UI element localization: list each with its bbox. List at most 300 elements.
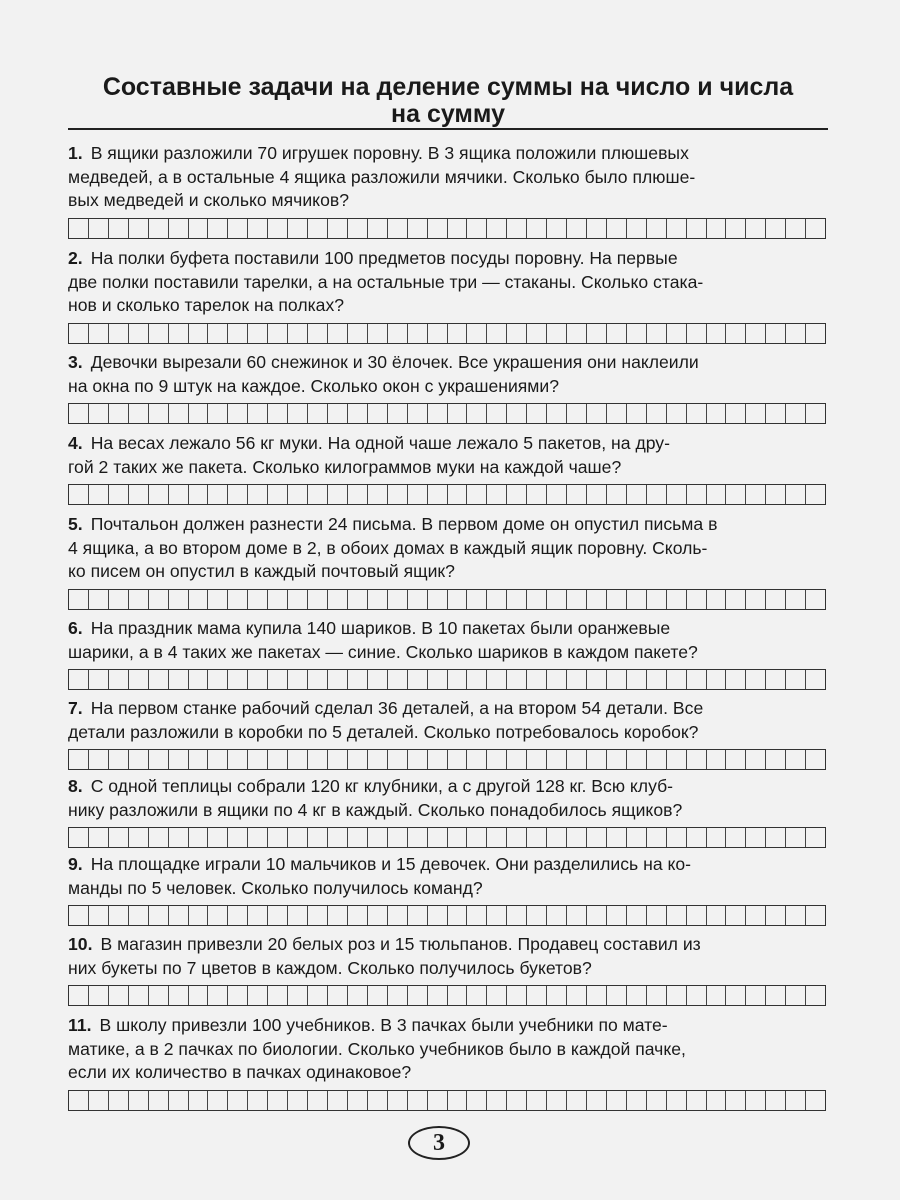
answer-cell[interactable]	[228, 485, 248, 504]
answer-cell[interactable]	[109, 906, 129, 925]
answer-cell[interactable]	[228, 324, 248, 343]
answer-cell[interactable]	[408, 1091, 428, 1110]
answer-cell[interactable]	[268, 404, 288, 423]
answer-cell[interactable]	[467, 219, 487, 238]
answer-cell[interactable]	[707, 404, 727, 423]
answer-cell[interactable]	[467, 670, 487, 689]
answer-cell[interactable]	[448, 906, 468, 925]
answer-cell[interactable]	[308, 906, 328, 925]
answer-cell[interactable]	[627, 1091, 647, 1110]
answer-cell[interactable]	[607, 986, 627, 1005]
answer-cell[interactable]	[627, 986, 647, 1005]
answer-cell[interactable]	[647, 906, 667, 925]
answer-cell[interactable]	[149, 906, 169, 925]
answer-cell[interactable]	[388, 404, 408, 423]
answer-cell[interactable]	[547, 906, 567, 925]
answer-cell[interactable]	[189, 670, 209, 689]
answer-cell[interactable]	[368, 590, 388, 609]
answer-cell[interactable]	[587, 670, 607, 689]
answer-cell[interactable]	[507, 485, 527, 504]
answer-cell[interactable]	[288, 986, 308, 1005]
answer-cell[interactable]	[448, 324, 468, 343]
answer-cell[interactable]	[467, 906, 487, 925]
answer-cell[interactable]	[647, 590, 667, 609]
answer-cell[interactable]	[388, 750, 408, 769]
answer-cell[interactable]	[547, 404, 567, 423]
answer-cell[interactable]	[726, 986, 746, 1005]
answer-cell[interactable]	[109, 590, 129, 609]
answer-cell[interactable]	[189, 828, 209, 847]
answer-cell[interactable]	[527, 1091, 547, 1110]
answer-cell[interactable]	[766, 1091, 786, 1110]
answer-cell[interactable]	[806, 219, 825, 238]
answer-cell[interactable]	[268, 590, 288, 609]
answer-cell[interactable]	[647, 1091, 667, 1110]
answer-cell[interactable]	[806, 404, 825, 423]
answer-cell[interactable]	[368, 986, 388, 1005]
answer-cell[interactable]	[507, 670, 527, 689]
answer-cell[interactable]	[806, 485, 825, 504]
answer-cell[interactable]	[368, 1091, 388, 1110]
answer-cell[interactable]	[288, 219, 308, 238]
answer-cell[interactable]	[129, 670, 149, 689]
answer-cell[interactable]	[408, 590, 428, 609]
answer-cell[interactable]	[687, 670, 707, 689]
answer-cell[interactable]	[786, 1091, 806, 1110]
answer-cell[interactable]	[89, 404, 109, 423]
answer-cell[interactable]	[667, 404, 687, 423]
answer-cell[interactable]	[766, 219, 786, 238]
answer-cell[interactable]	[109, 1091, 129, 1110]
answer-cell[interactable]	[627, 906, 647, 925]
answer-cell[interactable]	[448, 1091, 468, 1110]
answer-cell[interactable]	[627, 219, 647, 238]
answer-cell[interactable]	[189, 750, 209, 769]
answer-cell[interactable]	[248, 219, 268, 238]
answer-cell[interactable]	[567, 1091, 587, 1110]
answer-cell[interactable]	[647, 750, 667, 769]
answer-cell[interactable]	[726, 1091, 746, 1110]
answer-cell[interactable]	[268, 750, 288, 769]
answer-cell[interactable]	[208, 828, 228, 847]
answer-cell[interactable]	[467, 404, 487, 423]
answer-cell[interactable]	[587, 404, 607, 423]
answer-cell[interactable]	[507, 750, 527, 769]
answer-cell[interactable]	[288, 670, 308, 689]
answer-cell[interactable]	[707, 590, 727, 609]
answer-cell[interactable]	[408, 670, 428, 689]
answer-cell[interactable]	[507, 404, 527, 423]
answer-cell[interactable]	[169, 828, 189, 847]
answer-cell[interactable]	[408, 219, 428, 238]
answer-cell[interactable]	[348, 750, 368, 769]
answer-cell[interactable]	[726, 219, 746, 238]
answer-cell[interactable]	[448, 404, 468, 423]
answer-cell[interactable]	[527, 219, 547, 238]
answer-cell[interactable]	[667, 324, 687, 343]
answer-cell[interactable]	[687, 219, 707, 238]
answer-cell[interactable]	[647, 986, 667, 1005]
answer-cell[interactable]	[487, 828, 507, 847]
answer-cell[interactable]	[348, 219, 368, 238]
answer-cell[interactable]	[428, 906, 448, 925]
answer-cell[interactable]	[368, 404, 388, 423]
answer-grid[interactable]	[68, 669, 826, 690]
answer-grid[interactable]	[68, 749, 826, 770]
answer-cell[interactable]	[627, 750, 647, 769]
answer-cell[interactable]	[348, 670, 368, 689]
answer-cell[interactable]	[587, 986, 607, 1005]
answer-cell[interactable]	[507, 590, 527, 609]
answer-cell[interactable]	[746, 485, 766, 504]
answer-cell[interactable]	[109, 750, 129, 769]
answer-cell[interactable]	[208, 219, 228, 238]
answer-cell[interactable]	[687, 750, 707, 769]
answer-cell[interactable]	[746, 828, 766, 847]
answer-cell[interactable]	[707, 1091, 727, 1110]
answer-cell[interactable]	[89, 670, 109, 689]
answer-cell[interactable]	[89, 750, 109, 769]
answer-cell[interactable]	[687, 485, 707, 504]
answer-cell[interactable]	[687, 828, 707, 847]
answer-cell[interactable]	[567, 485, 587, 504]
answer-cell[interactable]	[388, 670, 408, 689]
answer-cell[interactable]	[687, 986, 707, 1005]
answer-cell[interactable]	[607, 324, 627, 343]
answer-cell[interactable]	[627, 485, 647, 504]
answer-cell[interactable]	[189, 1091, 209, 1110]
answer-cell[interactable]	[89, 590, 109, 609]
answer-cell[interactable]	[69, 590, 89, 609]
answer-cell[interactable]	[129, 750, 149, 769]
answer-cell[interactable]	[707, 750, 727, 769]
answer-cell[interactable]	[627, 828, 647, 847]
answer-cell[interactable]	[707, 986, 727, 1005]
answer-cell[interactable]	[208, 986, 228, 1005]
answer-cell[interactable]	[647, 485, 667, 504]
answer-cell[interactable]	[228, 750, 248, 769]
answer-cell[interactable]	[667, 590, 687, 609]
answer-cell[interactable]	[806, 590, 825, 609]
answer-cell[interactable]	[288, 324, 308, 343]
answer-cell[interactable]	[467, 590, 487, 609]
answer-cell[interactable]	[746, 219, 766, 238]
answer-cell[interactable]	[129, 485, 149, 504]
answer-cell[interactable]	[408, 404, 428, 423]
answer-cell[interactable]	[89, 485, 109, 504]
answer-cell[interactable]	[89, 1091, 109, 1110]
answer-cell[interactable]	[308, 324, 328, 343]
answer-cell[interactable]	[707, 670, 727, 689]
answer-cell[interactable]	[527, 324, 547, 343]
answer-cell[interactable]	[467, 750, 487, 769]
answer-cell[interactable]	[228, 986, 248, 1005]
answer-cell[interactable]	[667, 906, 687, 925]
answer-cell[interactable]	[308, 485, 328, 504]
answer-cell[interactable]	[149, 986, 169, 1005]
answer-cell[interactable]	[388, 828, 408, 847]
answer-cell[interactable]	[189, 986, 209, 1005]
answer-cell[interactable]	[69, 906, 89, 925]
answer-cell[interactable]	[448, 828, 468, 847]
answer-cell[interactable]	[268, 986, 288, 1005]
answer-cell[interactable]	[109, 670, 129, 689]
answer-cell[interactable]	[448, 670, 468, 689]
answer-cell[interactable]	[288, 828, 308, 847]
answer-cell[interactable]	[567, 828, 587, 847]
answer-cell[interactable]	[388, 1091, 408, 1110]
answer-cell[interactable]	[268, 485, 288, 504]
answer-cell[interactable]	[587, 219, 607, 238]
answer-cell[interactable]	[189, 219, 209, 238]
answer-cell[interactable]	[169, 1091, 189, 1110]
answer-cell[interactable]	[368, 906, 388, 925]
answer-cell[interactable]	[308, 1091, 328, 1110]
answer-cell[interactable]	[527, 590, 547, 609]
answer-cell[interactable]	[448, 986, 468, 1005]
answer-cell[interactable]	[348, 590, 368, 609]
answer-cell[interactable]	[448, 590, 468, 609]
answer-cell[interactable]	[248, 1091, 268, 1110]
answer-cell[interactable]	[707, 485, 727, 504]
answer-cell[interactable]	[527, 485, 547, 504]
answer-cell[interactable]	[248, 404, 268, 423]
answer-cell[interactable]	[467, 485, 487, 504]
answer-cell[interactable]	[228, 590, 248, 609]
answer-cell[interactable]	[388, 219, 408, 238]
answer-cell[interactable]	[368, 828, 388, 847]
answer-cell[interactable]	[428, 750, 448, 769]
answer-cell[interactable]	[746, 670, 766, 689]
answer-grid[interactable]	[68, 323, 826, 344]
answer-cell[interactable]	[607, 485, 627, 504]
answer-cell[interactable]	[149, 670, 169, 689]
answer-cell[interactable]	[746, 590, 766, 609]
answer-cell[interactable]	[189, 906, 209, 925]
answer-cell[interactable]	[647, 670, 667, 689]
answer-cell[interactable]	[547, 986, 567, 1005]
answer-cell[interactable]	[487, 485, 507, 504]
answer-cell[interactable]	[587, 1091, 607, 1110]
answer-cell[interactable]	[208, 1091, 228, 1110]
answer-cell[interactable]	[687, 906, 707, 925]
answer-cell[interactable]	[487, 670, 507, 689]
answer-cell[interactable]	[487, 750, 507, 769]
answer-cell[interactable]	[547, 750, 567, 769]
answer-cell[interactable]	[388, 324, 408, 343]
answer-cell[interactable]	[348, 828, 368, 847]
answer-cell[interactable]	[368, 670, 388, 689]
answer-cell[interactable]	[786, 219, 806, 238]
answer-cell[interactable]	[507, 906, 527, 925]
answer-cell[interactable]	[567, 986, 587, 1005]
answer-cell[interactable]	[687, 1091, 707, 1110]
answer-cell[interactable]	[428, 986, 448, 1005]
answer-cell[interactable]	[428, 670, 448, 689]
answer-cell[interactable]	[328, 986, 348, 1005]
answer-cell[interactable]	[507, 219, 527, 238]
answer-cell[interactable]	[69, 1091, 89, 1110]
answer-cell[interactable]	[109, 828, 129, 847]
answer-cell[interactable]	[149, 590, 169, 609]
answer-cell[interactable]	[786, 324, 806, 343]
answer-cell[interactable]	[587, 750, 607, 769]
answer-cell[interactable]	[308, 750, 328, 769]
answer-cell[interactable]	[547, 485, 567, 504]
answer-cell[interactable]	[248, 828, 268, 847]
answer-cell[interactable]	[746, 750, 766, 769]
answer-cell[interactable]	[368, 750, 388, 769]
answer-cell[interactable]	[208, 590, 228, 609]
answer-cell[interactable]	[169, 219, 189, 238]
answer-cell[interactable]	[786, 670, 806, 689]
answer-cell[interactable]	[667, 219, 687, 238]
answer-cell[interactable]	[607, 828, 627, 847]
answer-cell[interactable]	[487, 986, 507, 1005]
answer-cell[interactable]	[726, 828, 746, 847]
answer-cell[interactable]	[228, 906, 248, 925]
answer-cell[interactable]	[487, 590, 507, 609]
answer-cell[interactable]	[627, 324, 647, 343]
answer-cell[interactable]	[248, 485, 268, 504]
answer-cell[interactable]	[667, 986, 687, 1005]
answer-cell[interactable]	[368, 219, 388, 238]
answer-cell[interactable]	[607, 219, 627, 238]
answer-cell[interactable]	[348, 986, 368, 1005]
answer-cell[interactable]	[169, 485, 189, 504]
answer-cell[interactable]	[208, 485, 228, 504]
answer-cell[interactable]	[368, 324, 388, 343]
answer-cell[interactable]	[806, 906, 825, 925]
answer-cell[interactable]	[69, 485, 89, 504]
answer-cell[interactable]	[428, 404, 448, 423]
answer-cell[interactable]	[408, 828, 428, 847]
answer-cell[interactable]	[647, 219, 667, 238]
answer-cell[interactable]	[766, 485, 786, 504]
answer-cell[interactable]	[248, 906, 268, 925]
answer-cell[interactable]	[268, 324, 288, 343]
answer-cell[interactable]	[647, 828, 667, 847]
answer-cell[interactable]	[567, 750, 587, 769]
answer-cell[interactable]	[567, 219, 587, 238]
answer-cell[interactable]	[687, 590, 707, 609]
answer-cell[interactable]	[89, 324, 109, 343]
answer-cell[interactable]	[189, 590, 209, 609]
answer-cell[interactable]	[428, 324, 448, 343]
answer-cell[interactable]	[268, 219, 288, 238]
answer-cell[interactable]	[169, 986, 189, 1005]
answer-cell[interactable]	[328, 750, 348, 769]
answer-cell[interactable]	[328, 404, 348, 423]
answer-cell[interactable]	[328, 219, 348, 238]
answer-cell[interactable]	[69, 828, 89, 847]
answer-cell[interactable]	[467, 324, 487, 343]
answer-cell[interactable]	[89, 986, 109, 1005]
answer-cell[interactable]	[328, 590, 348, 609]
answer-cell[interactable]	[766, 906, 786, 925]
answer-cell[interactable]	[348, 324, 368, 343]
answer-cell[interactable]	[368, 485, 388, 504]
answer-cell[interactable]	[786, 590, 806, 609]
answer-cell[interactable]	[129, 219, 149, 238]
answer-cell[interactable]	[766, 324, 786, 343]
answer-cell[interactable]	[388, 590, 408, 609]
answer-cell[interactable]	[308, 590, 328, 609]
answer-cell[interactable]	[129, 590, 149, 609]
answer-cell[interactable]	[547, 1091, 567, 1110]
answer-cell[interactable]	[587, 906, 607, 925]
answer-cell[interactable]	[208, 906, 228, 925]
answer-cell[interactable]	[786, 404, 806, 423]
answer-cell[interactable]	[746, 986, 766, 1005]
answer-cell[interactable]	[169, 324, 189, 343]
answer-cell[interactable]	[766, 828, 786, 847]
answer-cell[interactable]	[308, 219, 328, 238]
answer-cell[interactable]	[726, 590, 746, 609]
answer-cell[interactable]	[288, 485, 308, 504]
answer-cell[interactable]	[567, 670, 587, 689]
answer-cell[interactable]	[109, 324, 129, 343]
answer-cell[interactable]	[726, 670, 746, 689]
answer-grid[interactable]	[68, 484, 826, 505]
answer-cell[interactable]	[487, 404, 507, 423]
answer-cell[interactable]	[507, 828, 527, 847]
answer-cell[interactable]	[109, 404, 129, 423]
answer-cell[interactable]	[149, 828, 169, 847]
answer-cell[interactable]	[726, 485, 746, 504]
answer-cell[interactable]	[228, 670, 248, 689]
answer-cell[interactable]	[69, 986, 89, 1005]
answer-cell[interactable]	[149, 404, 169, 423]
answer-cell[interactable]	[388, 906, 408, 925]
answer-grid[interactable]	[68, 403, 826, 424]
answer-cell[interactable]	[487, 906, 507, 925]
answer-cell[interactable]	[129, 828, 149, 847]
answer-cell[interactable]	[228, 404, 248, 423]
answer-cell[interactable]	[89, 219, 109, 238]
answer-cell[interactable]	[348, 404, 368, 423]
answer-cell[interactable]	[786, 828, 806, 847]
answer-cell[interactable]	[348, 485, 368, 504]
answer-cell[interactable]	[169, 750, 189, 769]
answer-cell[interactable]	[129, 986, 149, 1005]
answer-cell[interactable]	[746, 324, 766, 343]
answer-cell[interactable]	[328, 1091, 348, 1110]
answer-grid[interactable]	[68, 985, 826, 1006]
answer-cell[interactable]	[328, 670, 348, 689]
answer-cell[interactable]	[448, 219, 468, 238]
answer-cell[interactable]	[189, 324, 209, 343]
answer-cell[interactable]	[388, 986, 408, 1005]
answer-cell[interactable]	[268, 670, 288, 689]
answer-cell[interactable]	[786, 986, 806, 1005]
answer-cell[interactable]	[129, 404, 149, 423]
answer-cell[interactable]	[328, 828, 348, 847]
answer-cell[interactable]	[766, 404, 786, 423]
answer-cell[interactable]	[667, 828, 687, 847]
answer-cell[interactable]	[707, 324, 727, 343]
answer-cell[interactable]	[308, 404, 328, 423]
answer-cell[interactable]	[308, 828, 328, 847]
answer-cell[interactable]	[667, 670, 687, 689]
answer-cell[interactable]	[149, 324, 169, 343]
answer-cell[interactable]	[428, 219, 448, 238]
answer-cell[interactable]	[248, 324, 268, 343]
answer-cell[interactable]	[687, 324, 707, 343]
answer-cell[interactable]	[288, 750, 308, 769]
answer-cell[interactable]	[567, 590, 587, 609]
answer-cell[interactable]	[467, 1091, 487, 1110]
